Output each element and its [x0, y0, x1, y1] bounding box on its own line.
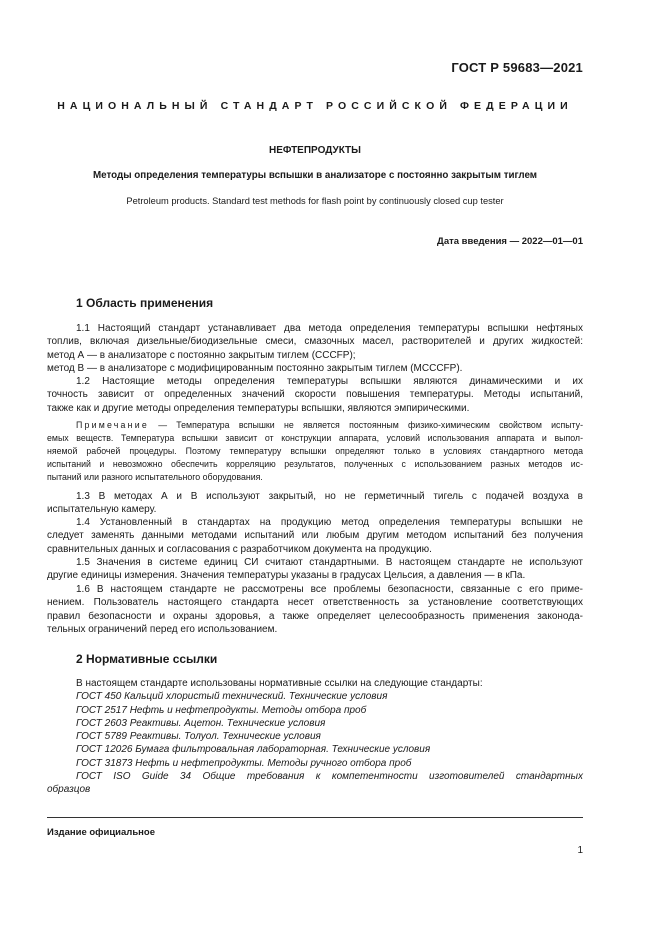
reference-item: ГОСТ ISO Guide 34 Общие требования к компетентности изготовителей стандартных [76, 771, 583, 783]
note-text: — Температура вспышки не является постоянным физико-химическим свойством испыту- [158, 420, 583, 430]
footer-divider [47, 817, 583, 818]
national-standard-banner: НАЦИОНАЛЬНЫЙ СТАНДАРТ РОССИЙСКОЙ ФЕДЕРАЦИИ [57, 100, 573, 112]
text-line: 1.3 В методах А и В используют закрытый, но не герметичный тигель с подачей воздуха в [76, 491, 583, 502]
reference-item [47, 743, 583, 756]
text-line: испытаний и невозможно обеспечить корреляцию результатов, полученных с использованием разных методов ис- [47, 459, 583, 469]
edition-label: Издание официальное [47, 827, 155, 838]
note-label: Примечание [76, 420, 149, 430]
reference-title: Нефть и нефтепродукты. Методы отбора проб [129, 704, 367, 716]
reference-item [47, 730, 583, 743]
text-line: 1.4 Установленный в стандартах на продукцию метод определения температуры вспышки не [76, 517, 583, 528]
reference-item [47, 704, 583, 717]
text-line: тельных ограничений перед его использованием. [47, 623, 278, 635]
reference-code: ГОСТ 12026 [76, 744, 133, 756]
reference-title: Кальций хлористый технический. Технические условия [124, 691, 388, 703]
normative-references-list [47, 677, 583, 797]
text-line: 1.1 Настоящий стандарт устанавливает два метода определения температуры вспышки нефтяных [76, 323, 583, 334]
reference-title: Бумага фильтровальная лабораторная. Технические условия [135, 744, 431, 756]
text-line: также как и другие методы определения температуры вспышки, являются эмпирическими. [47, 402, 470, 414]
paragraph-1-3 [47, 490, 583, 517]
reference-item [47, 690, 583, 703]
text-line: сравнительных данных и согласования с разработчиком документа на продукцию. [47, 543, 432, 555]
text-line: другие единицы измерения. Значения температуры указаны в градусах Цельсия, а давления — в кПа. [47, 570, 526, 582]
text-line: 1.5 Значения в системе единиц СИ считают стандартными. В настоящем стандарте не используют [76, 557, 583, 568]
references-intro: В настоящем стандарте использованы нормативные ссылки на следующие стандарты: [76, 678, 483, 689]
page-number: 1 [577, 845, 583, 856]
english-title: Petroleum products. Standard test methods for flash point by continuously closed cup tester [126, 196, 504, 206]
reference-title: Нефть и нефтепродукты. Методы ручного отбора проб [135, 757, 412, 769]
paragraph-1-4 [47, 516, 583, 556]
document-subtitle: Методы определения температуры вспышки в анализаторе с постоянно закрытым тиглем [92, 170, 538, 181]
reference-item-continuation: образцов [47, 784, 91, 796]
text-line: няемой рабочей процедуры. Поэтому температуру вспышки определяют только в условиях стандартного метода [47, 446, 583, 456]
text-line: пытаний или разного испытательного оборудования. [47, 472, 263, 482]
reference-code: ГОСТ 2517 [76, 704, 127, 716]
section-2-heading: 2 Нормативные ссылки [76, 652, 218, 666]
document-title: НЕФТЕПРОДУКТЫ [269, 145, 361, 156]
text-line: испытательную камеру. [47, 504, 157, 516]
reference-item [47, 757, 583, 770]
gost-number: ГОСТ Р 59683—2021 [451, 60, 583, 75]
paragraph-1-2 [47, 375, 583, 415]
reference-code: ГОСТ 5789 [76, 731, 127, 743]
introduction-date: Дата введения — 2022—01—01 [437, 236, 583, 247]
reference-code: ГОСТ 2603 [76, 717, 127, 729]
text-line: нением. Пользователь настоящего стандарта несет ответственность за установление соответствующих [47, 597, 583, 609]
text-line: метод А — в анализаторе с постоянно закрытым тиглем (CCCFP); [47, 349, 356, 361]
section-1-heading: 1 Область применения [76, 296, 214, 310]
paragraph-1-5 [47, 556, 583, 583]
text-line: 1.2 Настоящие методы определения температуры вспышки являются динамическими и их [76, 376, 583, 387]
reference-item [47, 717, 583, 730]
reference-code: ГОСТ 450 [76, 691, 122, 703]
text-line: топлив, включая дизельные/биодизельные смеси, смазочных масел, растворителей и других жидкостей: [47, 336, 583, 348]
paragraph-1-1 [47, 322, 583, 375]
text-line: 1.6 В настоящем стандарте не рассмотрены все проблемы безопасности, связанные с его приме- [76, 584, 583, 595]
text-line: метод В — в анализаторе с модифицированным постоянно закрытым тиглем (MCCCFP). [47, 362, 463, 374]
text-line: следует заменять данными методами испытаний или любым другим методом испытаний без получения [47, 530, 583, 542]
text-line: правил безопасности и охраны здоровья, а также определяет целесообразность применения законода- [47, 610, 583, 622]
reference-code: ГОСТ 31873 [76, 757, 133, 769]
reference-title: Реактивы. Ацетон. Технические условия [129, 717, 326, 729]
text-line: емых веществ. Температура вспышки зависит от конструкции аппарата, условий использования аппарата и выпол- [47, 433, 583, 443]
text-line [47, 419, 583, 432]
note-block [47, 419, 583, 484]
text-line: точность зависит от определенных значений скорости повышения температуры. Методы испытаний, [47, 389, 583, 401]
paragraph-1-6 [47, 583, 583, 636]
reference-title: Реактивы. Толуол. Технические условия [129, 731, 321, 743]
